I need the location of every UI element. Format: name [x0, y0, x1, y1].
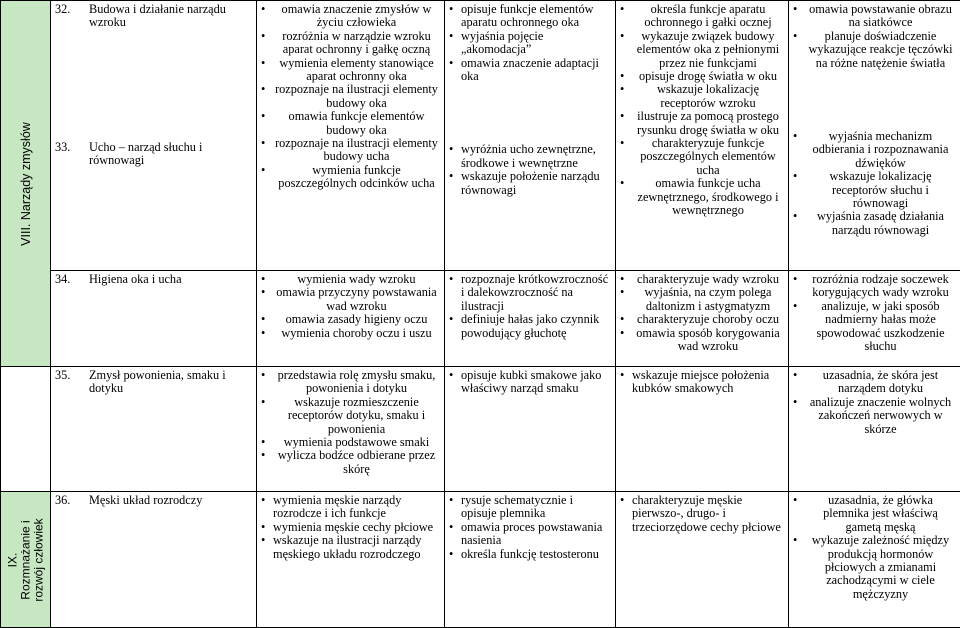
requirements-cell-advanced — [616, 271, 789, 367]
list-item: • omawia znaczenie zmysłów w życiu człowieka — [261, 3, 440, 30]
topic-number: 33. — [55, 141, 89, 168]
list-item: • wymienia wady wzroku — [261, 273, 440, 286]
list-item: • omawia sposób korygowania wad wzroku — [620, 327, 784, 354]
topic-title-row — [55, 494, 252, 507]
requirements-cell-basic — [257, 367, 445, 492]
requirement-list — [261, 369, 440, 476]
topic-title-row — [55, 369, 252, 396]
topic-cell — [51, 1, 257, 271]
table-row — [1, 1, 960, 271]
list-item: • wymienia podstawowe smaki — [261, 436, 440, 449]
topic-cell — [51, 367, 257, 492]
section-title: VIII. Narządy zmysłów — [19, 122, 33, 246]
list-item: • opisuje drogę światła w oku — [620, 70, 784, 83]
list-item: • wskazuje lokalizację receptorów słuchu i równowagi — [793, 170, 956, 210]
list-item: • omawia znaczenie adaptacji oka — [449, 57, 611, 84]
list-item: • analizuje, w jaki sposób nadmierny hałas może spowodować uszkodzenie słuchu — [793, 300, 956, 354]
topic-number: 35. — [55, 369, 89, 396]
list-item: • definiuje hałas jako czynnik powodujący głuchotę — [449, 313, 611, 340]
topic-title-row — [55, 141, 252, 168]
list-item: • omawia przyczyny powstawania wad wzroku — [261, 286, 440, 313]
requirements-cell-extended — [445, 1, 616, 271]
list-item: • ilustruje za pomocą prostego rysunku drogę światła w oku — [620, 110, 784, 137]
requirements-cell-full — [789, 492, 960, 628]
list-item: • rozpoznaje na ilustracji elementy budowy oka — [261, 83, 440, 110]
topic-number: 32. — [55, 3, 89, 30]
list-item: • określa funkcję testosteronu — [449, 548, 611, 561]
list-item: • określa funkcje aparatu ochronnego i gałki ocznej — [620, 3, 784, 30]
topic-title: Higiena oka i ucha — [89, 273, 182, 286]
topic-title: Zmysł powonienia, smaku i dotyku — [89, 369, 252, 396]
requirement-list — [620, 494, 784, 534]
requirements-cell-advanced — [616, 492, 789, 628]
list-item: • omawia funkcje elementów budowy oka — [261, 110, 440, 137]
section-title: IX. Rozmnażanie i rozwój człowiek — [6, 518, 45, 601]
list-item: • wskazuje lokalizację receptorów wzroku — [620, 83, 784, 110]
list-item: • rozróżnia rodzaje soczewek korygujących wady wzroku — [793, 273, 956, 300]
list-item: • wykazuje związek budowy elementów oka z pełnionymi przez nie funkcjami — [620, 30, 784, 70]
topic-title-row — [55, 3, 252, 30]
requirement-list — [793, 494, 956, 601]
list-item: • omawia powstawanie obrazu na siatkówce — [793, 3, 956, 30]
list-item: • opisuje funkcje elementów aparatu ochronnego oka — [449, 3, 611, 30]
requirements-cell-advanced — [616, 1, 789, 271]
topic-title-row — [55, 273, 252, 286]
requirement-list — [261, 3, 440, 191]
requirements-cell-full — [789, 367, 960, 492]
requirement-list — [449, 494, 611, 561]
list-item: • opisuje kubki smakowe jako właściwy narząd smaku — [449, 369, 611, 396]
list-item: • omawia zasady higieny oczu — [261, 313, 440, 326]
list-item: • charakteryzuje męskie pierwszo-, drugo- i trzeciorzędowe cechy płciowe — [620, 494, 784, 534]
list-item: • wyjaśnia mechanizm odbierania i rozpoznawania dźwięków — [793, 130, 956, 170]
list-item: • wyjaśnia pojęcie „akomodacja” — [449, 30, 611, 57]
list-item: • wymienia funkcje poszczególnych odcinków ucha — [261, 164, 440, 191]
section-cell-empty — [1, 367, 51, 492]
requirement-list — [449, 3, 611, 83]
list-item: • uzasadnia, że główka plemnika jest właściwą gametą męską — [793, 494, 956, 534]
requirement-list — [261, 273, 440, 340]
requirement-list — [793, 369, 956, 436]
requirements-cell-extended — [445, 367, 616, 492]
list-item: • uzasadnia, że skóra jest narządem dotyku — [793, 369, 956, 396]
list-item: • charakteryzuje wady wzroku — [620, 273, 784, 286]
requirements-cell-full — [789, 271, 960, 367]
list-item: • wyróżnia ucho zewnętrzne, środkowe i wewnętrzne — [449, 143, 611, 170]
requirements-cell-basic — [257, 271, 445, 367]
list-item: • rozpoznaje na ilustracji elementy budowy ucha — [261, 137, 440, 164]
list-item: • rozróżnia w narządzie wzroku aparat ochronny i gałkę oczną — [261, 30, 440, 57]
list-item: • wskazuje miejsce położenia kubków smakowych — [620, 369, 784, 396]
list-item: • wskazuje położenie narządu równowagi — [449, 170, 611, 197]
list-item: • omawia funkcje ucha zewnętrznego, środkowego i wewnętrznego — [620, 177, 784, 217]
table-row — [1, 271, 960, 367]
list-item: • wskazuje na ilustracji narządy męskiego układu rozrodczego — [261, 534, 440, 561]
requirement-list — [261, 494, 440, 561]
list-item: • wymienia elementy stanowiące aparat ochronny oka — [261, 57, 440, 84]
list-item: • planuje doświadczenie wykazujące reakcje tęczówki na różne natężenie światła — [793, 30, 956, 70]
requirement-list — [793, 273, 956, 353]
list-item: • przedstawia rolę zmysłu smaku, powonienia i dotyku — [261, 369, 440, 396]
section-cell-senses — [1, 1, 51, 367]
requirement-list — [620, 3, 784, 218]
requirement-list — [793, 3, 956, 70]
list-item: • wymienia męskie narządy rozrodcze i ich funkcje — [261, 494, 440, 521]
list-item: • charakteryzuje choroby oczu — [620, 313, 784, 326]
list-item: • wymienia męskie cechy płciowe — [261, 521, 440, 534]
list-item: • wyjaśnia, na czym polega daltonizm i astygmatyzm — [620, 286, 784, 313]
requirement-list — [793, 130, 956, 237]
requirement-list — [449, 143, 611, 197]
requirements-cell-full — [789, 1, 960, 271]
requirement-list — [449, 273, 611, 340]
topic-cell — [51, 271, 257, 367]
requirements-cell-extended — [445, 271, 616, 367]
list-item: • wskazuje rozmieszczenie receptorów dotyku, smaku i powonienia — [261, 396, 440, 436]
section-cell-reproduction — [1, 492, 51, 628]
table-row — [1, 367, 960, 492]
list-item: • omawia proces powstawania nasienia — [449, 521, 611, 548]
requirement-list — [620, 273, 784, 353]
list-item: • rysuje schematycznie i opisuje plemnika — [449, 494, 611, 521]
topic-number: 34. — [55, 273, 89, 286]
list-item: • wymienia choroby oczu i uszu — [261, 327, 440, 340]
topic-number: 36. — [55, 494, 89, 507]
list-item: • charakteryzuje funkcje poszczególnych elementów ucha — [620, 137, 784, 177]
topic-cell — [51, 492, 257, 628]
topic-title: Budowa i działanie narządu wzroku — [89, 3, 252, 30]
requirement-list — [449, 369, 611, 396]
requirements-cell-basic — [257, 1, 445, 271]
list-item: • wyjaśnia zasadę działania narządu równowagi — [793, 210, 956, 237]
table-row — [1, 492, 960, 628]
requirements-cell-advanced — [616, 367, 789, 492]
requirement-list — [620, 369, 784, 396]
list-item: • wykazuje zależność między produkcją hormonów płciowych a zmianami zachodzącymi w ciele mężczyzny — [793, 534, 956, 601]
list-item: • analizuje znaczenie wolnych zakończeń nerwowych w skórze — [793, 396, 956, 436]
list-item: • wylicza bodźce odbierane przez skórę — [261, 449, 440, 476]
list-item: • rozpoznaje krótkowzroczność i dalekowzroczność na ilustracji — [449, 273, 611, 313]
topic-title: Ucho – narząd słuchu i równowagi — [89, 141, 252, 168]
topic-title: Męski układ rozrodczy — [89, 494, 202, 507]
requirements-cell-basic — [257, 492, 445, 628]
requirements-cell-extended — [445, 492, 616, 628]
